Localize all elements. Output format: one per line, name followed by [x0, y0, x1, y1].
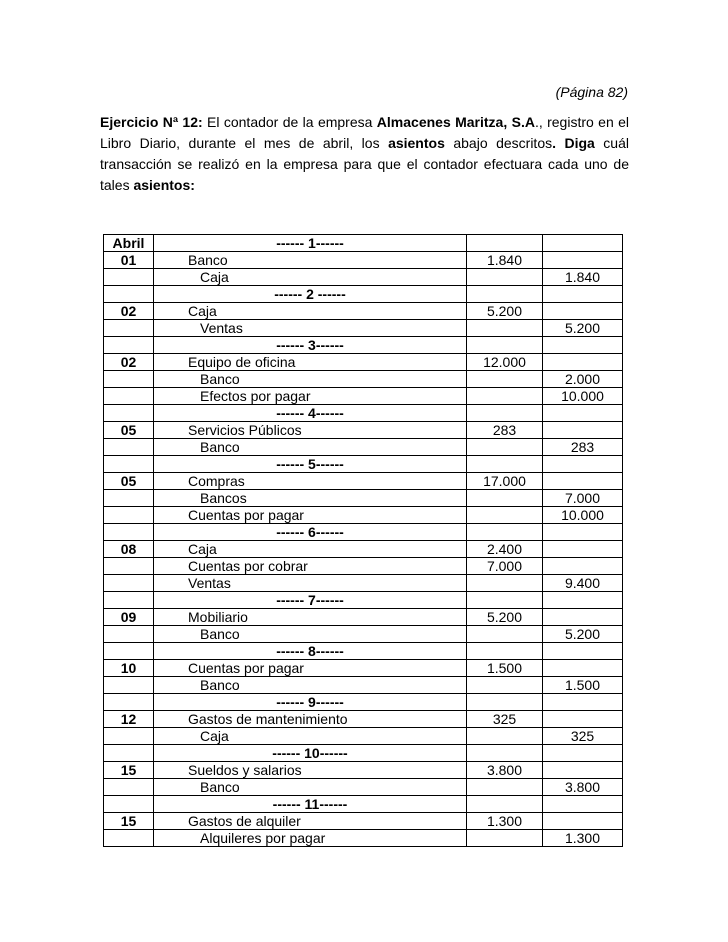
credit-amount [543, 609, 623, 626]
credit-amount: 5.200 [543, 320, 623, 337]
debit-amount [467, 745, 543, 762]
credit-amount [543, 303, 623, 320]
entry-date: 15 [104, 813, 154, 830]
journal-row [104, 354, 623, 371]
entry-date [104, 286, 154, 303]
intro-period: . [552, 135, 565, 151]
credit-amount: 1.300 [543, 830, 623, 847]
journal-row [104, 677, 623, 694]
journal-row [104, 252, 623, 269]
account-name: Servicios Públicos [154, 422, 467, 439]
debit-amount [467, 235, 543, 252]
entry-header-row [104, 643, 623, 660]
credit-amount: 3.800 [543, 779, 623, 796]
journal-row [104, 711, 623, 728]
journal-row [104, 626, 623, 643]
debit-amount [467, 643, 543, 660]
debit-amount [467, 728, 543, 745]
exercise-statement [100, 112, 629, 196]
debit-amount: 12.000 [467, 354, 543, 371]
entry-date [104, 558, 154, 575]
account-name: Banco [154, 371, 467, 388]
entry-date: 02 [104, 354, 154, 371]
debit-amount [467, 371, 543, 388]
account-name: Cuentas por cobrar [154, 558, 467, 575]
account-name: Ventas [154, 320, 467, 337]
debit-amount: 5.200 [467, 609, 543, 626]
debit-amount [467, 830, 543, 847]
intro-text-5: cuál transacción se realizó en la empresa para que el contador efectuara cada uno de tales [100, 135, 629, 193]
debit-amount [467, 779, 543, 796]
intro-text-3: abajo descritos [444, 135, 553, 151]
entry-number: ------ 10------ [154, 745, 467, 762]
entry-number: ------ 3------ [154, 337, 467, 354]
account-name: Caja [154, 541, 467, 558]
account-name: Banco [154, 677, 467, 694]
entry-date [104, 337, 154, 354]
entry-date: 15 [104, 762, 154, 779]
journal-row [104, 813, 623, 830]
credit-amount [543, 745, 623, 762]
page-reference: (Página 82) [555, 84, 628, 100]
entry-number: ------ 1------ [154, 235, 467, 252]
debit-amount: 1.300 [467, 813, 543, 830]
credit-amount [543, 541, 623, 558]
debit-amount [467, 490, 543, 507]
account-name: Gastos de alquiler [154, 813, 467, 830]
journal-row [104, 830, 623, 847]
credit-amount [543, 762, 623, 779]
entry-header-row [104, 337, 623, 354]
credit-amount: 7.000 [543, 490, 623, 507]
debit-amount: 1.500 [467, 660, 543, 677]
debit-amount: 283 [467, 422, 543, 439]
account-name: Mobiliario [154, 609, 467, 626]
account-name: Cuentas por pagar [154, 507, 467, 524]
journal-table [103, 234, 623, 847]
entry-number: ------ 11------ [154, 796, 467, 813]
entry-date [104, 796, 154, 813]
debit-amount [467, 592, 543, 609]
entry-header-row [104, 694, 623, 711]
journal-row [104, 371, 623, 388]
debit-amount [467, 337, 543, 354]
credit-amount [543, 592, 623, 609]
debit-amount [467, 269, 543, 286]
entry-date: 12 [104, 711, 154, 728]
entry-date: 09 [104, 609, 154, 626]
entry-date [104, 575, 154, 592]
account-name: Bancos [154, 490, 467, 507]
credit-amount [543, 354, 623, 371]
debit-amount: 17.000 [467, 473, 543, 490]
debit-amount [467, 524, 543, 541]
entry-date [104, 626, 154, 643]
credit-amount: 10.000 [543, 507, 623, 524]
credit-amount [543, 337, 623, 354]
credit-amount [543, 796, 623, 813]
entry-header-row [104, 286, 623, 303]
entry-date [104, 728, 154, 745]
journal-row [104, 303, 623, 320]
entry-date [104, 388, 154, 405]
account-name: Sueldos y salarios [154, 762, 467, 779]
credit-amount: 1.500 [543, 677, 623, 694]
credit-amount [543, 694, 623, 711]
entry-date [104, 507, 154, 524]
credit-amount: 325 [543, 728, 623, 745]
journal-row [104, 490, 623, 507]
journal-row [104, 609, 623, 626]
debit-amount [467, 575, 543, 592]
credit-amount [543, 456, 623, 473]
debit-amount [467, 456, 543, 473]
debit-amount [467, 439, 543, 456]
entry-number: ------ 7------ [154, 592, 467, 609]
entry-date: 02 [104, 303, 154, 320]
journal-row [104, 507, 623, 524]
journal-row [104, 660, 623, 677]
debit-amount: 1.840 [467, 252, 543, 269]
account-name: Equipo de oficina [154, 354, 467, 371]
credit-amount: 2.000 [543, 371, 623, 388]
entry-date: 05 [104, 473, 154, 490]
entry-date [104, 371, 154, 388]
entry-header-row [104, 796, 623, 813]
entry-number: ------ 2 ------ [154, 286, 467, 303]
account-name: Banco [154, 626, 467, 643]
entry-date [104, 643, 154, 660]
debit-amount [467, 405, 543, 422]
credit-amount [543, 405, 623, 422]
entry-number: ------ 6------ [154, 524, 467, 541]
company-name: Almacenes Maritza, S.A [376, 114, 535, 130]
intro-text-2: ., registro en el Libro Diario, durante el mes de abril, los [100, 114, 630, 151]
entry-header-row [104, 745, 623, 762]
credit-amount [543, 252, 623, 269]
account-name: Cuentas por pagar [154, 660, 467, 677]
credit-amount [543, 660, 623, 677]
credit-amount [543, 473, 623, 490]
entry-number: ------ 4------ [154, 405, 467, 422]
entry-date: 10 [104, 660, 154, 677]
debit-amount [467, 694, 543, 711]
account-name: Caja [154, 303, 467, 320]
entry-date [104, 320, 154, 337]
journal-row [104, 575, 623, 592]
debit-amount [467, 507, 543, 524]
entry-date [104, 745, 154, 762]
debit-amount [467, 286, 543, 303]
entry-date [104, 592, 154, 609]
account-name: Ventas [154, 575, 467, 592]
credit-amount: 283 [543, 439, 623, 456]
entry-date: 05 [104, 422, 154, 439]
entry-header-row [104, 405, 623, 422]
asientos-term-end: asientos: [133, 177, 195, 193]
journal-row [104, 388, 623, 405]
account-name: Gastos de mantenimiento [154, 711, 467, 728]
credit-amount [543, 286, 623, 303]
intro-text-1: El contador de la empresa [202, 114, 377, 130]
entry-header-row [104, 524, 623, 541]
account-name: Caja [154, 269, 467, 286]
entry-date [104, 405, 154, 422]
entry-date: 01 [104, 252, 154, 269]
exercise-label: Ejercicio Nª 12: [100, 114, 203, 130]
account-name: Alquileres por pagar [154, 830, 467, 847]
entry-date: 08 [104, 541, 154, 558]
account-name: Compras [154, 473, 467, 490]
entry-header-row [104, 456, 623, 473]
credit-amount: 9.400 [543, 575, 623, 592]
journal-row [104, 762, 623, 779]
entry-date [104, 439, 154, 456]
credit-amount: 1.840 [543, 269, 623, 286]
journal-row [104, 779, 623, 796]
journal-row [104, 728, 623, 745]
entry-date [104, 490, 154, 507]
account-name: Banco [154, 252, 467, 269]
debit-amount: 5.200 [467, 303, 543, 320]
credit-amount [543, 711, 623, 728]
journal-row [104, 320, 623, 337]
diga-term: Diga [564, 135, 595, 151]
entry-number: ------ 5------ [154, 456, 467, 473]
credit-amount [543, 422, 623, 439]
entry-date [104, 677, 154, 694]
debit-amount: 325 [467, 711, 543, 728]
debit-amount [467, 626, 543, 643]
account-name: Banco [154, 779, 467, 796]
debit-amount [467, 320, 543, 337]
journal-body [104, 235, 623, 847]
entry-header-row [104, 592, 623, 609]
debit-amount [467, 677, 543, 694]
entry-date [104, 830, 154, 847]
journal-row [104, 541, 623, 558]
debit-amount: 3.800 [467, 762, 543, 779]
entry-date [104, 779, 154, 796]
entry-header-row [104, 235, 623, 252]
account-name: Efectos por pagar [154, 388, 467, 405]
entry-date [104, 694, 154, 711]
debit-amount [467, 388, 543, 405]
entry-date: Abril [104, 235, 154, 252]
entry-date [104, 524, 154, 541]
entry-date [104, 456, 154, 473]
debit-amount [467, 796, 543, 813]
credit-amount [543, 643, 623, 660]
entry-number: ------ 9------ [154, 694, 467, 711]
credit-amount [543, 524, 623, 541]
entry-date [104, 269, 154, 286]
debit-amount: 2.400 [467, 541, 543, 558]
journal-row [104, 422, 623, 439]
credit-amount: 5.200 [543, 626, 623, 643]
journal-row [104, 439, 623, 456]
account-name: Banco [154, 439, 467, 456]
asientos-term: asientos [388, 135, 445, 151]
debit-amount: 7.000 [467, 558, 543, 575]
journal-row [104, 473, 623, 490]
credit-amount: 10.000 [543, 388, 623, 405]
credit-amount [543, 813, 623, 830]
credit-amount [543, 235, 623, 252]
credit-amount [543, 558, 623, 575]
entry-number: ------ 8------ [154, 643, 467, 660]
journal-row [104, 558, 623, 575]
journal-row [104, 269, 623, 286]
account-name: Caja [154, 728, 467, 745]
